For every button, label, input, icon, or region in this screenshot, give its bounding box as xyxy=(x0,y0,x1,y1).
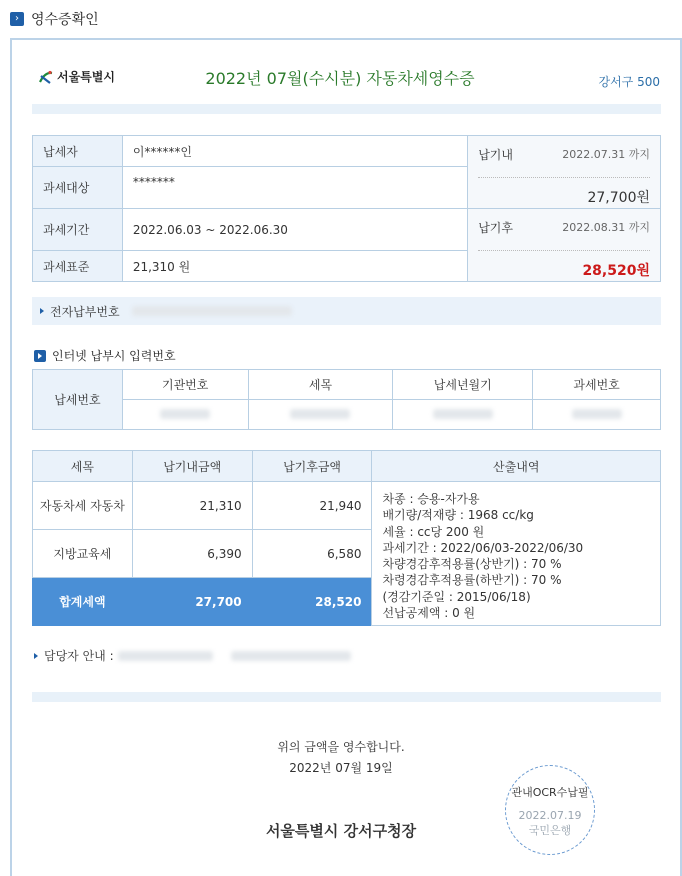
after-label: 납기후 xyxy=(478,221,513,235)
header-tax-item: 세목 xyxy=(33,451,133,482)
detail-line: 차종 : 승용-자가용 xyxy=(382,492,480,506)
target-value: ******* xyxy=(122,167,467,209)
receipt-date: 2022년 07월 19일 xyxy=(289,761,393,775)
row-due: 6,390 xyxy=(132,530,252,578)
detail-line: 배기량/적재량 : 1968 cc/kg xyxy=(382,508,534,523)
chevron-right-icon: › xyxy=(10,12,24,26)
mayor-signature: 서울특별시 강서구청장 xyxy=(265,822,417,840)
table-row xyxy=(33,482,661,530)
receipt-statement: 위의 금액을 영수합니다. xyxy=(277,740,405,754)
after-amount: 28,520원 xyxy=(582,263,650,279)
total-due: 27,700 xyxy=(132,578,252,626)
period-label: 과세기간 xyxy=(33,209,123,251)
seoul-logo xyxy=(38,68,115,85)
detail-line: 차량경감후적용률(상반기) : 70 % xyxy=(382,557,562,572)
total-after: 28,520 xyxy=(252,578,372,626)
header-after-amount: 납기후금액 xyxy=(252,451,372,482)
tax-item-redacted xyxy=(248,400,393,430)
internet-section-label: 인터넷 납부시 입력번호 xyxy=(52,349,176,363)
due-box xyxy=(468,136,661,209)
row-after: 21,940 xyxy=(252,482,372,530)
col-tax-number: 과세번호 xyxy=(533,370,661,400)
period-value: 2022.06.03 ~ 2022.06.30 xyxy=(122,209,467,251)
col-tax-item: 세목 xyxy=(248,370,393,400)
tax-breakdown-table xyxy=(32,450,661,626)
col-agency: 기관번호 xyxy=(122,370,248,400)
contact-phone-redacted xyxy=(231,651,351,661)
row-item: 지방교육세 xyxy=(33,530,133,578)
after-due-box xyxy=(468,209,661,282)
contact-label: 담당자 안내 : xyxy=(44,649,114,663)
detail-line: 과세기간 : 2022/06/03-2022/06/30 xyxy=(382,540,584,555)
agency-number-redacted xyxy=(122,400,248,430)
internet-section-title xyxy=(34,347,176,364)
receipt-title: 2022년 07월(수시분) 자동차세영수증 xyxy=(205,69,475,88)
payment-stamp xyxy=(505,765,595,855)
page-title: 영수증확인 xyxy=(31,12,99,28)
row-due: 21,310 xyxy=(132,482,252,530)
seoul-logo-icon xyxy=(38,70,54,84)
calculation-details xyxy=(372,482,661,626)
e-payment-number-redacted xyxy=(132,306,292,316)
due-date: 2022.07.31 까지 xyxy=(562,148,650,161)
header-due-amount: 납기내금액 xyxy=(132,451,252,482)
contact-dept-redacted xyxy=(118,651,213,661)
chevron-right-icon xyxy=(34,350,46,362)
divider-bar xyxy=(32,692,661,702)
taxpayer-value: 이******인 xyxy=(122,136,467,167)
after-date: 2022.08.31 까지 xyxy=(562,221,650,234)
tax-yearmonth-redacted xyxy=(393,400,533,430)
bullet-triangle-icon xyxy=(40,308,44,314)
e-payment-number-row xyxy=(32,297,661,325)
stamp-title: 관내OCR수납필 xyxy=(511,786,589,799)
issuer-name: 서울특별시 xyxy=(57,70,115,84)
standard-value: 21,310 원 xyxy=(122,251,467,282)
tax-number-redacted xyxy=(533,400,661,430)
detail-line: 차령경감후적용률(하반기) : 70 % xyxy=(382,573,562,588)
payment-number-label: 납세번호 xyxy=(33,370,123,430)
stamp-date: 2022.07.19 xyxy=(518,809,582,822)
target-label: 과세대상 xyxy=(33,167,123,209)
e-payment-label: 전자납부번호 xyxy=(50,304,120,319)
row-after: 6,580 xyxy=(252,530,372,578)
page-header xyxy=(0,0,682,38)
tax-summary-table xyxy=(32,135,661,282)
total-label: 합계세액 xyxy=(33,578,133,626)
contact-info xyxy=(34,647,351,664)
divider-bar xyxy=(32,104,661,114)
detail-line: 선납공제액 : 0 원 xyxy=(382,606,476,621)
due-label: 납기내 xyxy=(478,148,513,162)
due-amount: 27,700원 xyxy=(587,190,650,206)
col-tax-yearmonth: 납세년월기 xyxy=(393,370,533,400)
detail-line: (경감기준일 : 2015/06/18) xyxy=(382,589,531,604)
office-code: 강서구 500 xyxy=(598,75,660,89)
standard-label: 과세표준 xyxy=(33,251,123,282)
detail-line: 세율 : cc당 200 원 xyxy=(382,524,485,539)
bullet-triangle-icon xyxy=(34,653,38,659)
payment-number-table xyxy=(32,369,661,430)
header-calculation: 산출내역 xyxy=(372,451,661,482)
stamp-bank: 국민은행 xyxy=(528,824,572,837)
row-item: 자동차세 자동차 xyxy=(33,482,133,530)
taxpayer-label: 납세자 xyxy=(33,136,123,167)
